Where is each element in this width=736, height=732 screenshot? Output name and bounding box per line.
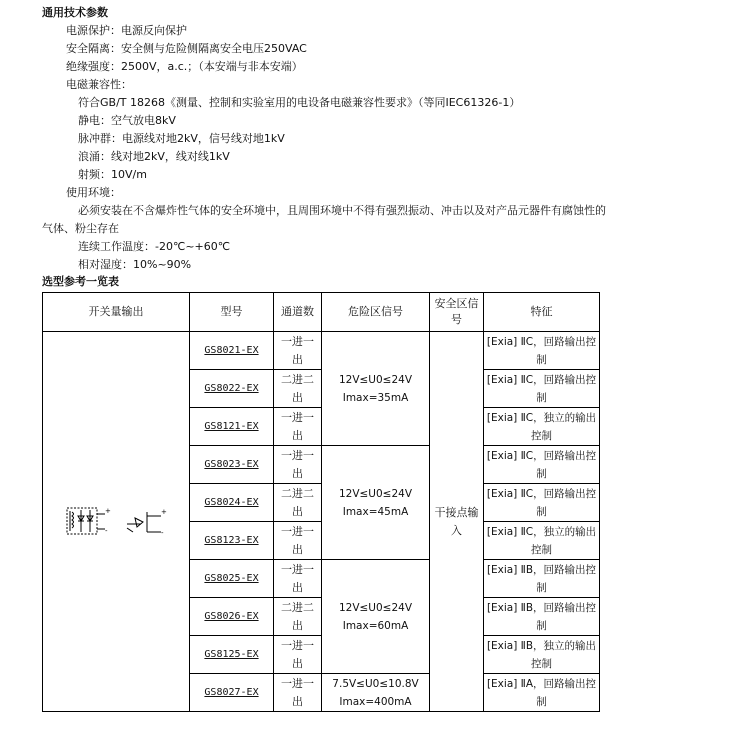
hazard-imax: Imax=60mA: [342, 619, 409, 632]
emc-rf: 射频：10V/m: [78, 168, 147, 181]
channels-cell: 二进二出: [274, 370, 322, 408]
svg-text:+: +: [105, 506, 111, 515]
safe-signal-cell: 干接点输入: [430, 332, 484, 712]
env-title: 使用环境：: [66, 186, 121, 199]
feature-cell: [Exia] ⅡB，回路输出控制: [484, 560, 600, 598]
model-cell[interactable]: GS8123-EX: [190, 522, 274, 560]
insulation-strength: 绝缘强度：2500V，a.c.；（本安端与非本安端）: [66, 60, 303, 73]
model-cell[interactable]: GS8027-EX: [190, 674, 274, 712]
hazard-imax: Imax=400mA: [339, 695, 412, 708]
hazard-signal-cell: [322, 674, 430, 712]
col-header-hazard-signal: 危险区信号: [322, 293, 430, 332]
channels-cell: 一进一出: [274, 522, 322, 560]
power-protection: 电源保护：电源反向保护: [66, 24, 187, 37]
feature-cell: [Exia] ⅡC，独立的输出控制: [484, 522, 600, 560]
general-heading: 通用技术参数: [42, 6, 108, 19]
selection-table: [42, 292, 600, 712]
svg-text:-: -: [105, 526, 108, 535]
feature-cell: [Exia] ⅡC，回路输出控制: [484, 446, 600, 484]
hazard-signal-cell: [322, 332, 430, 446]
model-cell[interactable]: GS8121-EX: [190, 408, 274, 446]
col-header-feature: 特征: [484, 293, 600, 332]
model-cell[interactable]: GS8021-EX: [190, 332, 274, 370]
hazard-range: 12V≤U0≤24V: [338, 601, 413, 614]
hazard-signal-cell: [322, 446, 430, 560]
channels-cell: 一进一出: [274, 332, 322, 370]
channels-cell: 二进二出: [274, 484, 322, 522]
hazard-imax: Imax=45mA: [342, 505, 409, 518]
col-header-safe-signal: 安全区信号: [430, 293, 484, 332]
channels-cell: 一进一出: [274, 408, 322, 446]
feature-cell: [Exia] ⅡB，回路输出控制: [484, 598, 600, 636]
env-humidity: 相对湿度：10%~90%: [78, 258, 192, 271]
svg-text:+: +: [161, 507, 167, 516]
table-header-row: [43, 293, 600, 332]
model-cell[interactable]: GS8026-EX: [190, 598, 274, 636]
model-cell[interactable]: GS8125-EX: [190, 636, 274, 674]
emc-burst: 脉冲群：电源线对地2kV，信号线对地1kV: [78, 132, 285, 145]
env-line1: 必须安装在不含爆炸性气体的安全环境中，且周围环境中不得有强烈振动、冲击以及对产品元器件有腐蚀性的: [78, 204, 606, 217]
channels-cell: 二进二出: [274, 598, 322, 636]
model-cell[interactable]: GS8023-EX: [190, 446, 274, 484]
model-cell[interactable]: GS8024-EX: [190, 484, 274, 522]
env-temp: 连续工作温度：-20℃~+60℃: [78, 240, 231, 253]
channels-cell: 一进一出: [274, 446, 322, 484]
table-row: [43, 332, 600, 370]
feature-cell: [Exia] ⅡC，独立的输出控制: [484, 408, 600, 446]
emc-title: 电磁兼容性：: [66, 78, 132, 91]
env-line2: 气体、粉尘存在: [42, 222, 119, 235]
selection-heading: 选型参考一览表: [42, 275, 119, 288]
emc-static: 静电：空气放电8kV: [78, 114, 176, 127]
feature-cell: [Exia] ⅡB，独立的输出控制: [484, 636, 600, 674]
channels-cell: 一进一出: [274, 674, 322, 712]
hazard-range: 12V≤U0≤24V: [338, 487, 413, 500]
hazard-range: 12V≤U0≤24V: [338, 373, 413, 386]
hazard-imax: Imax=35mA: [342, 391, 409, 404]
feature-cell: [Exia] ⅡC，回路输出控制: [484, 370, 600, 408]
emc-standard: 符合GB/T 18268《测量、控制和实验室用的电设备电磁兼容性要求》（等同IEC61326-1）: [78, 96, 521, 109]
feature-cell: [Exia] ⅡC，回路输出控制: [484, 484, 600, 522]
col-header-switch-output: 开关量输出: [43, 293, 190, 332]
feature-cell: [Exia] ⅡC，回路输出控制: [484, 332, 600, 370]
switch-output-diagram-icon: [61, 502, 171, 542]
svg-text:-: -: [161, 528, 164, 537]
channels-cell: 一进一出: [274, 560, 322, 598]
switch-output-symbol-cell: [43, 332, 190, 712]
safety-isolation: 安全隔离：安全侧与危险侧隔离安全电压250VAC: [66, 42, 307, 55]
col-header-channels: 通道数: [274, 293, 322, 332]
model-cell[interactable]: GS8025-EX: [190, 560, 274, 598]
hazard-range: 7.5V≤U0≤10.8V: [332, 677, 419, 690]
hazard-signal-cell: [322, 560, 430, 674]
emc-surge: 浪涌：线对地2kV，线对线1kV: [78, 150, 230, 163]
channels-cell: 一进一出: [274, 636, 322, 674]
col-header-model: 型号: [190, 293, 274, 332]
model-cell[interactable]: GS8022-EX: [190, 370, 274, 408]
feature-cell: [Exia] ⅡA，回路输出控制: [484, 674, 600, 712]
